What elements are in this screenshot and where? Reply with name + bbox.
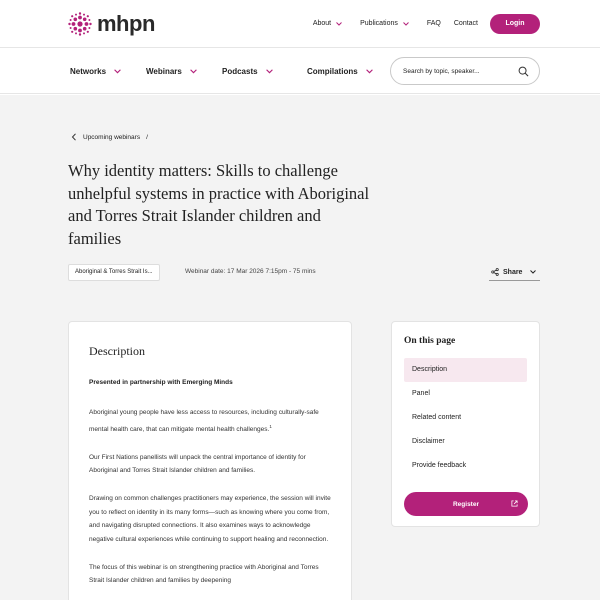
description-paragraph: Our First Nations panellists will unpack the central importance of identity for Aboriginal and Torres Strait Islander children and families. bbox=[89, 453, 306, 475]
chevron-down-icon bbox=[336, 22, 342, 26]
external-link-icon bbox=[511, 500, 518, 507]
chevron-down-icon bbox=[190, 69, 197, 74]
logo[interactable] bbox=[68, 11, 155, 37]
description-heading: Description bbox=[89, 344, 145, 358]
search-input[interactable] bbox=[403, 68, 513, 75]
breadcrumb-link[interactable]: Upcoming webinars bbox=[83, 133, 141, 141]
nav-networks[interactable] bbox=[70, 67, 121, 76]
nav-publications-label: Publications bbox=[360, 20, 398, 27]
breadcrumb bbox=[71, 133, 148, 141]
share-icon bbox=[491, 268, 499, 276]
chevron-down-icon bbox=[530, 270, 536, 274]
chevron-down-icon bbox=[114, 69, 121, 74]
on-this-page-heading: On this page bbox=[404, 336, 456, 346]
toc-item-provide-feedback[interactable]: Provide feedback bbox=[412, 462, 467, 469]
logo-text: mhpn bbox=[97, 10, 155, 36]
nav-compilations-label: Compilations bbox=[307, 67, 358, 76]
webinar-date: Webinar date: 17 Mar 2026 7:15pm - 75 mins bbox=[185, 268, 316, 275]
login-button[interactable]: Login bbox=[490, 14, 540, 34]
chevron-down-icon bbox=[403, 22, 409, 26]
nav-webinars-label: Webinars bbox=[146, 67, 182, 76]
nav-compilations[interactable] bbox=[307, 67, 373, 76]
topic-tag[interactable]: Aboriginal & Torres Strait Is... bbox=[68, 264, 160, 281]
nav-faq[interactable]: FAQ bbox=[426, 20, 441, 27]
nav-podcasts-label: Podcasts bbox=[222, 67, 258, 76]
chevron-left-icon[interactable] bbox=[71, 133, 77, 141]
chevron-down-icon bbox=[266, 69, 273, 74]
toc-item-panel[interactable]: Panel bbox=[412, 390, 430, 397]
toc-item-related-content[interactable]: Related content bbox=[412, 414, 462, 421]
search-icon[interactable] bbox=[518, 66, 529, 77]
register-button[interactable] bbox=[404, 492, 528, 516]
on-this-page-card bbox=[391, 321, 540, 527]
description-paragraph: Drawing on common challenges practitioners may experience, the session will invite you to reflect on identity in its many forms—such as knowing where you come from, and navigating disrupted connections. It also examines ways to acknowledge negative cultural experiences while continuing to support healing and reconnection. bbox=[89, 494, 331, 544]
chevron-down-icon bbox=[366, 69, 373, 74]
register-label: Register bbox=[452, 500, 479, 508]
partnership-note: Presented in partnership with Emerging Minds bbox=[89, 379, 233, 386]
top-nav bbox=[313, 14, 540, 34]
description-paragraph-text: Aboriginal young people have less access to resources, including culturally-safe mental health care, that can mitigate mental health challenges. bbox=[89, 409, 319, 433]
toc-item-disclaimer[interactable]: Disclaimer bbox=[412, 438, 445, 445]
page-title: Why identity matters: Skills to challenge unhelpful systems in practice with Aboriginal and Torres Strait Islander children and families bbox=[68, 161, 370, 248]
footnote-link[interactable]: 1 bbox=[269, 423, 272, 429]
nav-contact[interactable]: Contact bbox=[453, 20, 478, 27]
main-nav bbox=[0, 48, 600, 94]
search-box[interactable] bbox=[390, 57, 540, 85]
description-paragraph: The focus of this webinar is on strengthening practice with Aboriginal and Torres Strait Islander children and families by deepening bbox=[89, 563, 319, 585]
share-button[interactable] bbox=[489, 264, 540, 281]
share-label: Share bbox=[503, 268, 523, 276]
logo-mark-icon bbox=[68, 12, 92, 36]
toc-item-description[interactable]: Description bbox=[404, 358, 527, 382]
nav-podcasts[interactable] bbox=[222, 67, 273, 76]
top-bar bbox=[0, 0, 600, 48]
breadcrumb-separator: / bbox=[146, 133, 148, 141]
nav-publications[interactable] bbox=[360, 20, 409, 27]
nav-networks-label: Networks bbox=[70, 67, 107, 76]
description-paragraph bbox=[89, 406, 331, 437]
description-card bbox=[68, 321, 352, 600]
nav-webinars[interactable] bbox=[146, 67, 197, 76]
nav-about[interactable] bbox=[313, 20, 342, 27]
nav-about-label: About bbox=[312, 20, 332, 27]
